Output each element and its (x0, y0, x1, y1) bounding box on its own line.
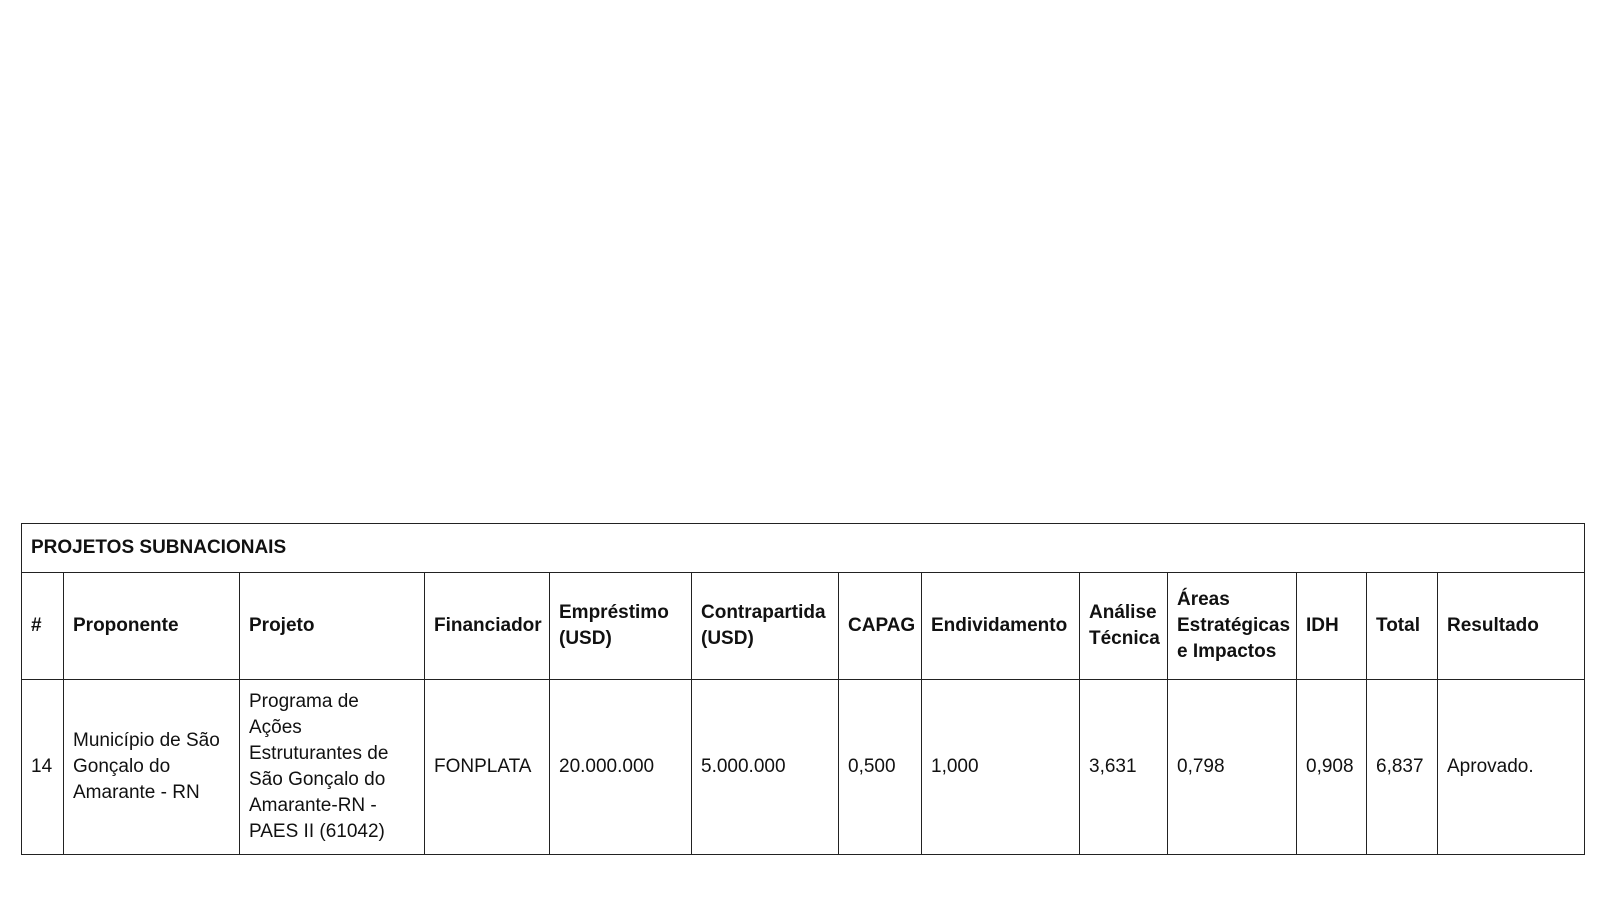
cell-financiador: FONPLATA (425, 680, 550, 855)
cell-num: 14 (22, 680, 64, 855)
header-contrapartida (692, 573, 839, 680)
header-financiador: Financiador (425, 573, 550, 680)
cell-endividamento: 1,000 (922, 680, 1080, 855)
cell-total: 6,837 (1367, 680, 1438, 855)
proponente-line: Município de São (73, 730, 220, 751)
header-contrapartida-line2: (USD) (701, 628, 754, 649)
header-contrapartida-line1: Contrapartida (701, 602, 826, 623)
header-emprestimo-line1: Empréstimo (559, 602, 669, 623)
projeto-line: PAES II (61042) (249, 821, 385, 842)
header-analise-line2: Técnica (1089, 628, 1160, 649)
header-num: # (22, 573, 64, 680)
header-idh: IDH (1297, 573, 1367, 680)
cell-areas-estrategicas: 0,798 (1168, 680, 1297, 855)
cell-idh: 0,908 (1297, 680, 1367, 855)
cell-resultado: Aprovado. (1438, 680, 1585, 855)
header-areas-line3: e Impactos (1177, 641, 1277, 662)
cell-emprestimo: 20.000.000 (550, 680, 692, 855)
cell-contrapartida: 5.000.000 (692, 680, 839, 855)
header-areas-estrategicas (1168, 573, 1297, 680)
table-title: PROJETOS SUBNACIONAIS (22, 524, 1585, 573)
projects-table (21, 523, 1585, 855)
projeto-line: Estruturantes de (249, 743, 389, 764)
header-emprestimo-line2: (USD) (559, 628, 612, 649)
projeto-line: Amarante-RN - (249, 795, 377, 816)
proponente-line: Gonçalo do (73, 756, 171, 777)
projeto-line: São Gonçalo do (249, 769, 386, 790)
header-endividamento: Endividamento (922, 573, 1080, 680)
cell-analise-tecnica: 3,631 (1080, 680, 1168, 855)
projeto-line: Programa de (249, 691, 359, 712)
header-capag: CAPAG (839, 573, 922, 680)
header-proponente: Proponente (64, 573, 240, 680)
header-resultado: Resultado (1438, 573, 1585, 680)
cell-proponente (64, 680, 240, 855)
header-analise-line1: Análise (1089, 602, 1157, 623)
header-areas-line1: Áreas (1177, 589, 1230, 610)
header-analise-tecnica (1080, 573, 1168, 680)
header-areas-line2: Estratégicas (1177, 615, 1291, 636)
header-emprestimo (550, 573, 692, 680)
proponente-line: Amarante - RN (73, 782, 200, 803)
header-row (22, 573, 1585, 680)
header-projeto: Projeto (240, 573, 425, 680)
cell-capag: 0,500 (839, 680, 922, 855)
header-total: Total (1367, 573, 1438, 680)
table-row (22, 680, 1585, 855)
cell-projeto (240, 680, 425, 855)
projeto-line: Ações (249, 717, 302, 738)
